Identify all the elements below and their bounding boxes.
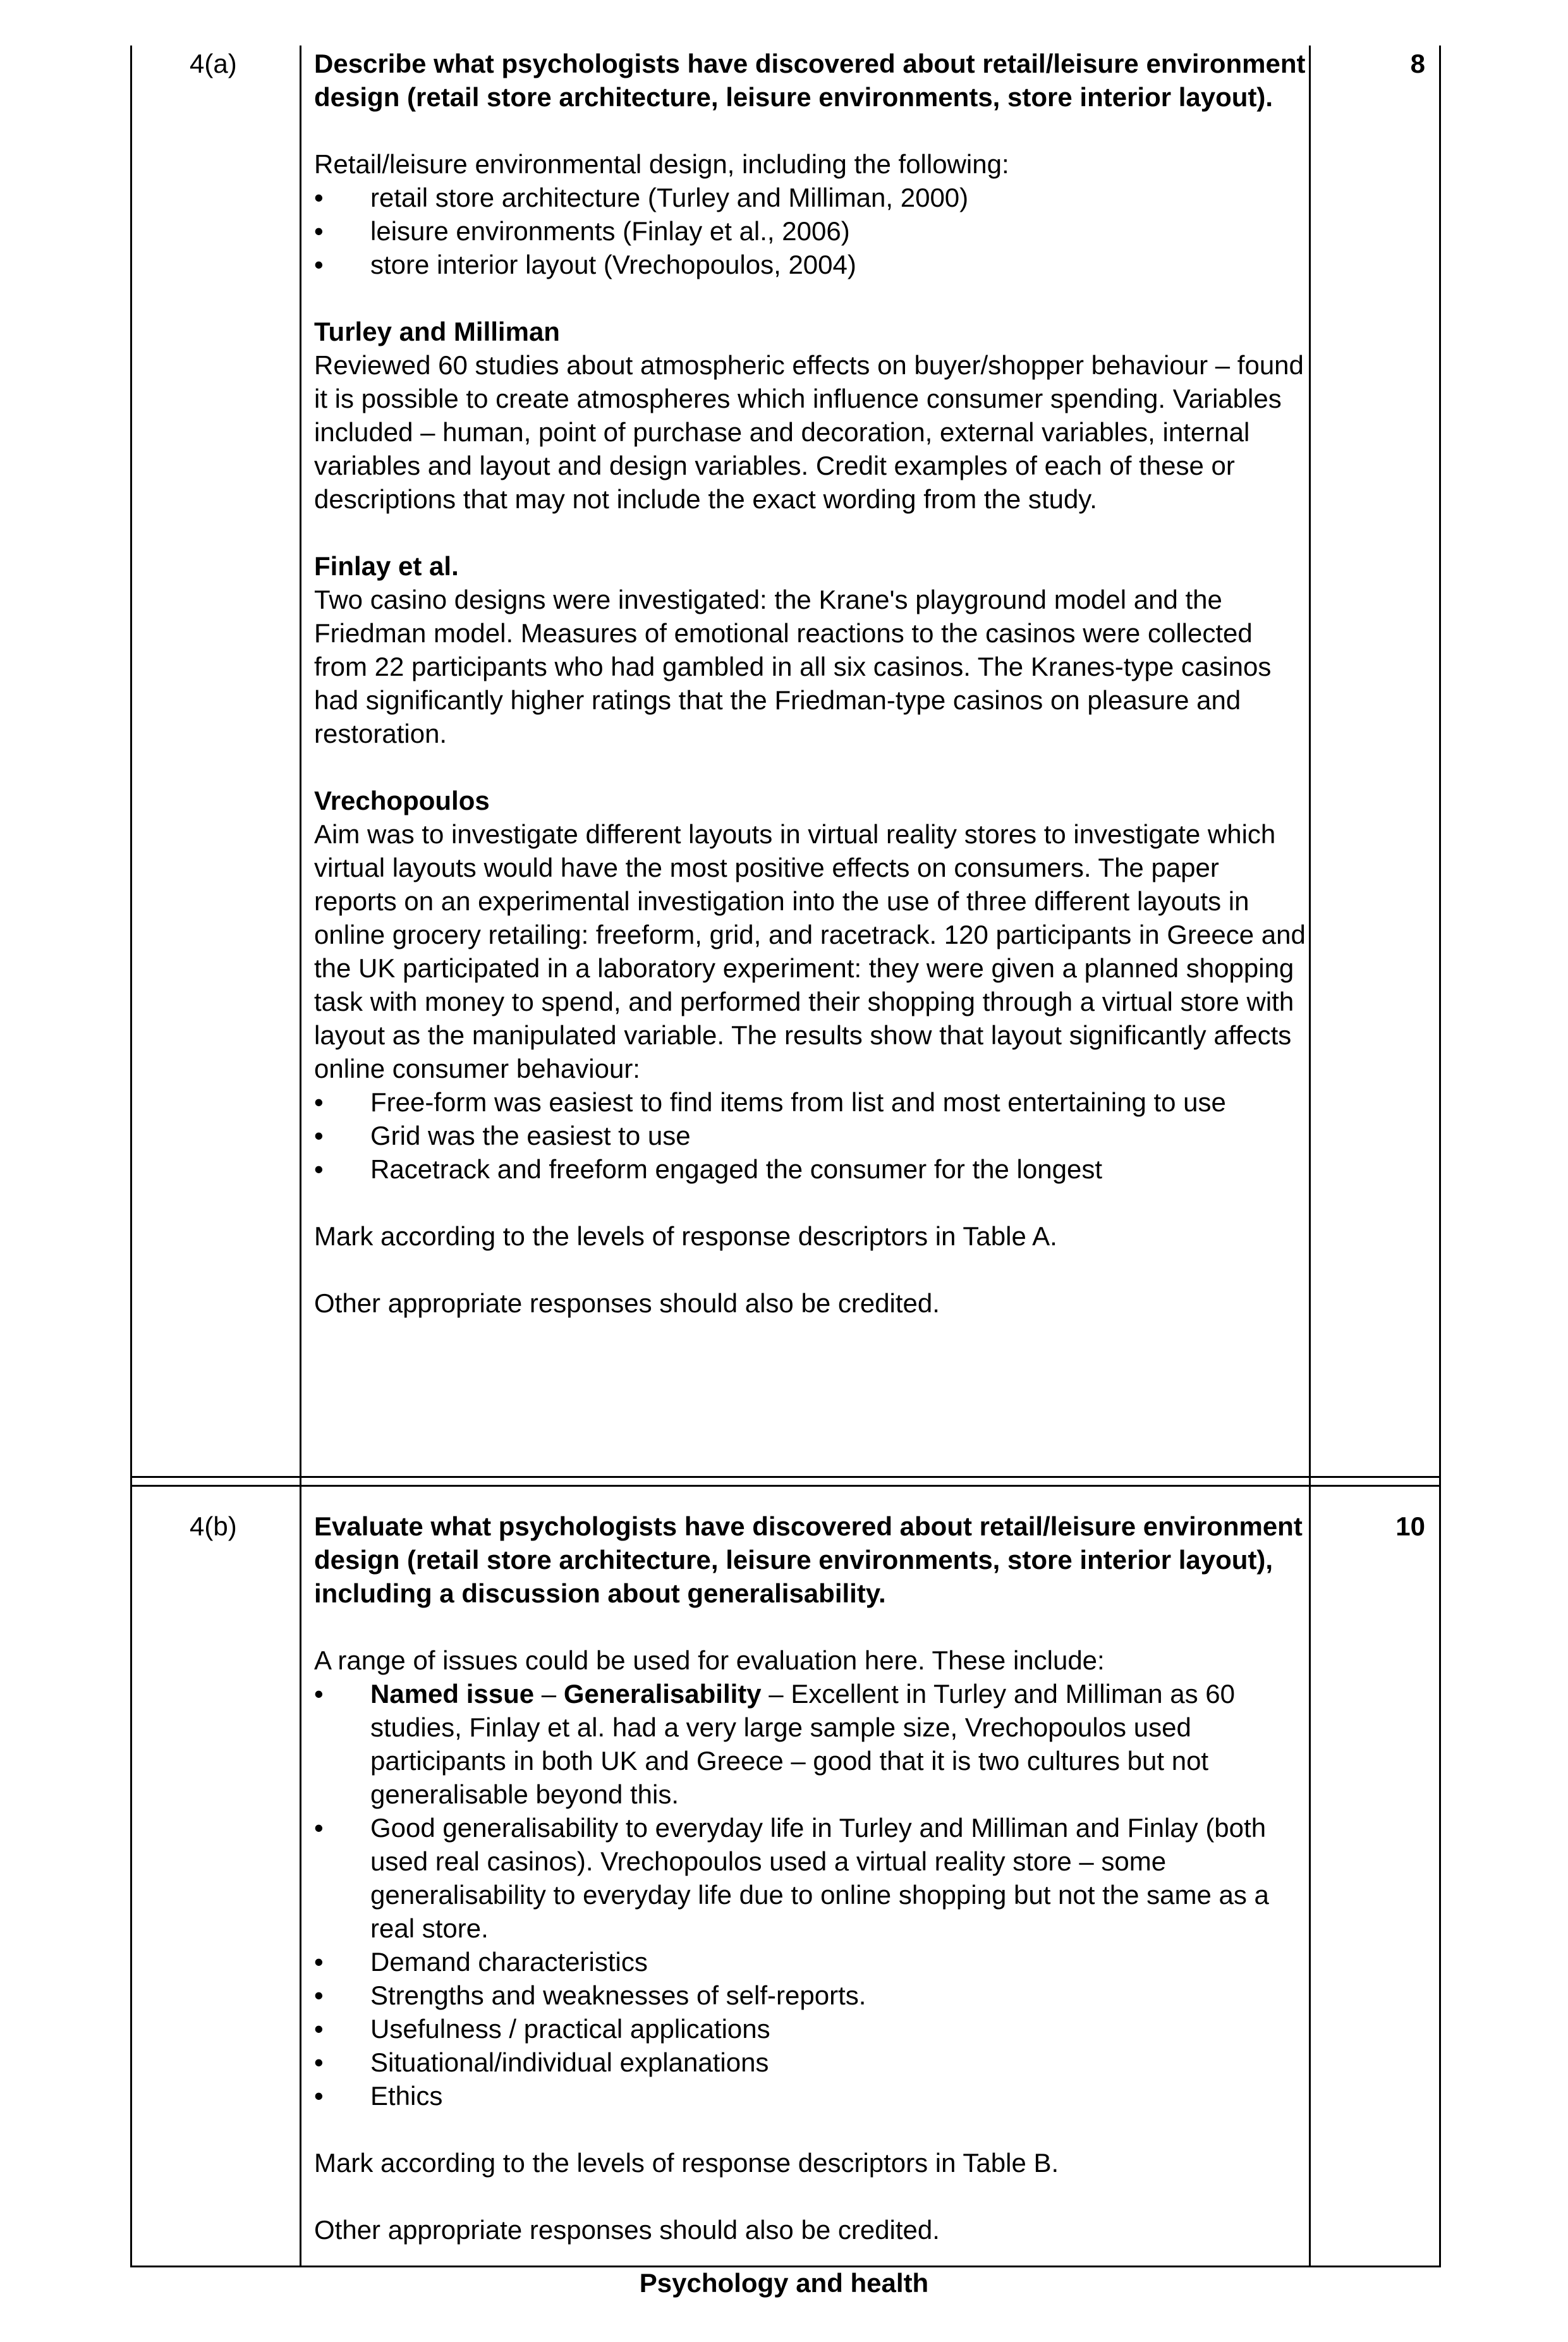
finlay-heading: Finlay et al. bbox=[314, 551, 459, 581]
bullet-icon bbox=[314, 248, 333, 281]
intro-bullet-list-4a bbox=[314, 181, 1306, 281]
bullet-icon bbox=[314, 2046, 333, 2079]
evaluation-bullet-list bbox=[314, 1677, 1306, 2113]
turley-heading: Turley and Milliman bbox=[314, 317, 560, 346]
bullet-icon bbox=[314, 181, 333, 214]
vrechopoulos-text: Aim was to investigate different layouts in virtual reality stores to investigate which virtual layouts would have the most positive effects on consumers. The paper reports on an experimental investigation into the use of three different layouts in online grocery retailing: freeform, grid, and racetrack. 120 participants in Greece and the UK participated in a laboratory experiment: they were given a planned shopping task with money to spend, and performed their shopping through a virtual store with layout as the manipulated variable. The results show that layout significantly affects online consumer behaviour: bbox=[314, 819, 1306, 1083]
list-item: • Situational/individual explanations bbox=[314, 2046, 1306, 2079]
table-border-left bbox=[130, 46, 132, 2267]
bullet-icon bbox=[314, 214, 333, 248]
table-divider-1 bbox=[300, 46, 301, 2267]
bullet-icon bbox=[314, 1152, 333, 1186]
list-item: • Grid was the easiest to use bbox=[314, 1119, 1306, 1152]
bullet-icon bbox=[314, 1677, 333, 1711]
marks-4b: 10 bbox=[1395, 1511, 1425, 1541]
list-item: • Ethics bbox=[314, 2079, 1306, 2113]
turley-text: Reviewed 60 studies about atmospheric effects on buyer/shopper behaviour – found it is possible to create atmospheres which influence consumer spending. Variables included – human, point of purchase and decoration, external variables, internal variables and layout and design variables. Credit examples of each of these or descriptions that may not include the exact wording from the study. bbox=[314, 350, 1304, 514]
list-item: • leisure environments (Finlay et al., 2006) bbox=[314, 214, 1306, 248]
bullet-icon bbox=[314, 1945, 333, 1979]
list-item: • Demand characteristics bbox=[314, 1945, 1306, 1979]
list-item: • Usefulness / practical applications bbox=[314, 2012, 1306, 2046]
table-divider-2 bbox=[1309, 46, 1311, 2267]
question-number-4b: 4(b) bbox=[190, 1511, 237, 1541]
bullet-icon bbox=[314, 1119, 333, 1152]
intro-4a: Retail/leisure environmental design, including the following: bbox=[314, 149, 1009, 179]
answer-cell-4b bbox=[314, 1509, 1306, 2247]
list-item: • Racetrack and freeform engaged the consumer for the longest bbox=[314, 1152, 1306, 1186]
list-item: • Free-form was easiest to find items from list and most entertaining to use bbox=[314, 1085, 1306, 1119]
answer-cell-4a bbox=[314, 47, 1306, 1320]
bullet-icon bbox=[314, 2079, 333, 2113]
row-separator-top bbox=[130, 1476, 1441, 1478]
marks-4a: 8 bbox=[1410, 49, 1425, 78]
finlay-text: Two casino designs were investigated: the Krane's playground model and the Friedman model. Measures of emotional reactions to the casinos were collected from 22 participants who had gambled in all six casinos. The Kranes-type casinos had significantly higher ratings that the Friedman-type casinos on pleasure and restoration. bbox=[314, 585, 1272, 748]
row-separator-bottom bbox=[130, 1485, 1441, 1487]
table-border-right bbox=[1439, 46, 1441, 2267]
mark-note-4a: Mark according to the levels of response descriptors in Table A. bbox=[314, 1221, 1057, 1251]
list-item: • retail store architecture (Turley and Milliman, 2000) bbox=[314, 181, 1306, 214]
other-note-4b: Other appropriate responses should also be credited. bbox=[314, 2215, 940, 2245]
vrechopoulos-bullet-list bbox=[314, 1085, 1306, 1186]
bullet-icon bbox=[314, 1811, 333, 1845]
list-item: • Good generalisability to everyday life in Turley and Milliman and Finlay (both used real casinos). Vrechopoulos used a virtual reality store – some generalisability to everyday life due to online shopping but not the same as a real store. bbox=[314, 1811, 1306, 1945]
list-item: • Named issue – Generalisability – Excellent in Turley and Milliman as 60 studies, Finlay et al. had a very large sample size, Vrechopoulos used participants in both UK and Greece – good that it is two cultures but not generalisable beyond this. bbox=[314, 1677, 1306, 1811]
bullet-icon bbox=[314, 2012, 333, 2046]
question-text-4a: Describe what psychologists have discovered about retail/leisure environment design (retail store architecture, leisure environments, store interior layout). bbox=[314, 49, 1306, 112]
mark-note-4b: Mark according to the levels of response descriptors in Table B. bbox=[314, 2148, 1059, 2178]
section-footer: Psychology and health bbox=[639, 2268, 929, 2298]
vrechopoulos-heading: Vrechopoulos bbox=[314, 786, 490, 815]
bullet-icon bbox=[314, 1979, 333, 2012]
list-item: • store interior layout (Vrechopoulos, 2004) bbox=[314, 248, 1306, 281]
list-item: • Strengths and weaknesses of self-reports. bbox=[314, 1979, 1306, 2012]
intro-4b: A range of issues could be used for evaluation here. These include: bbox=[314, 1645, 1105, 1675]
other-note-4a: Other appropriate responses should also be credited. bbox=[314, 1288, 940, 1318]
question-number-4a: 4(a) bbox=[190, 49, 237, 78]
bullet-icon bbox=[314, 1085, 333, 1119]
question-text-4b: Evaluate what psychologists have discovered about retail/leisure environment design (retail store architecture, leisure environments, store interior layout), including a discussion about generalisability. bbox=[314, 1511, 1303, 1608]
